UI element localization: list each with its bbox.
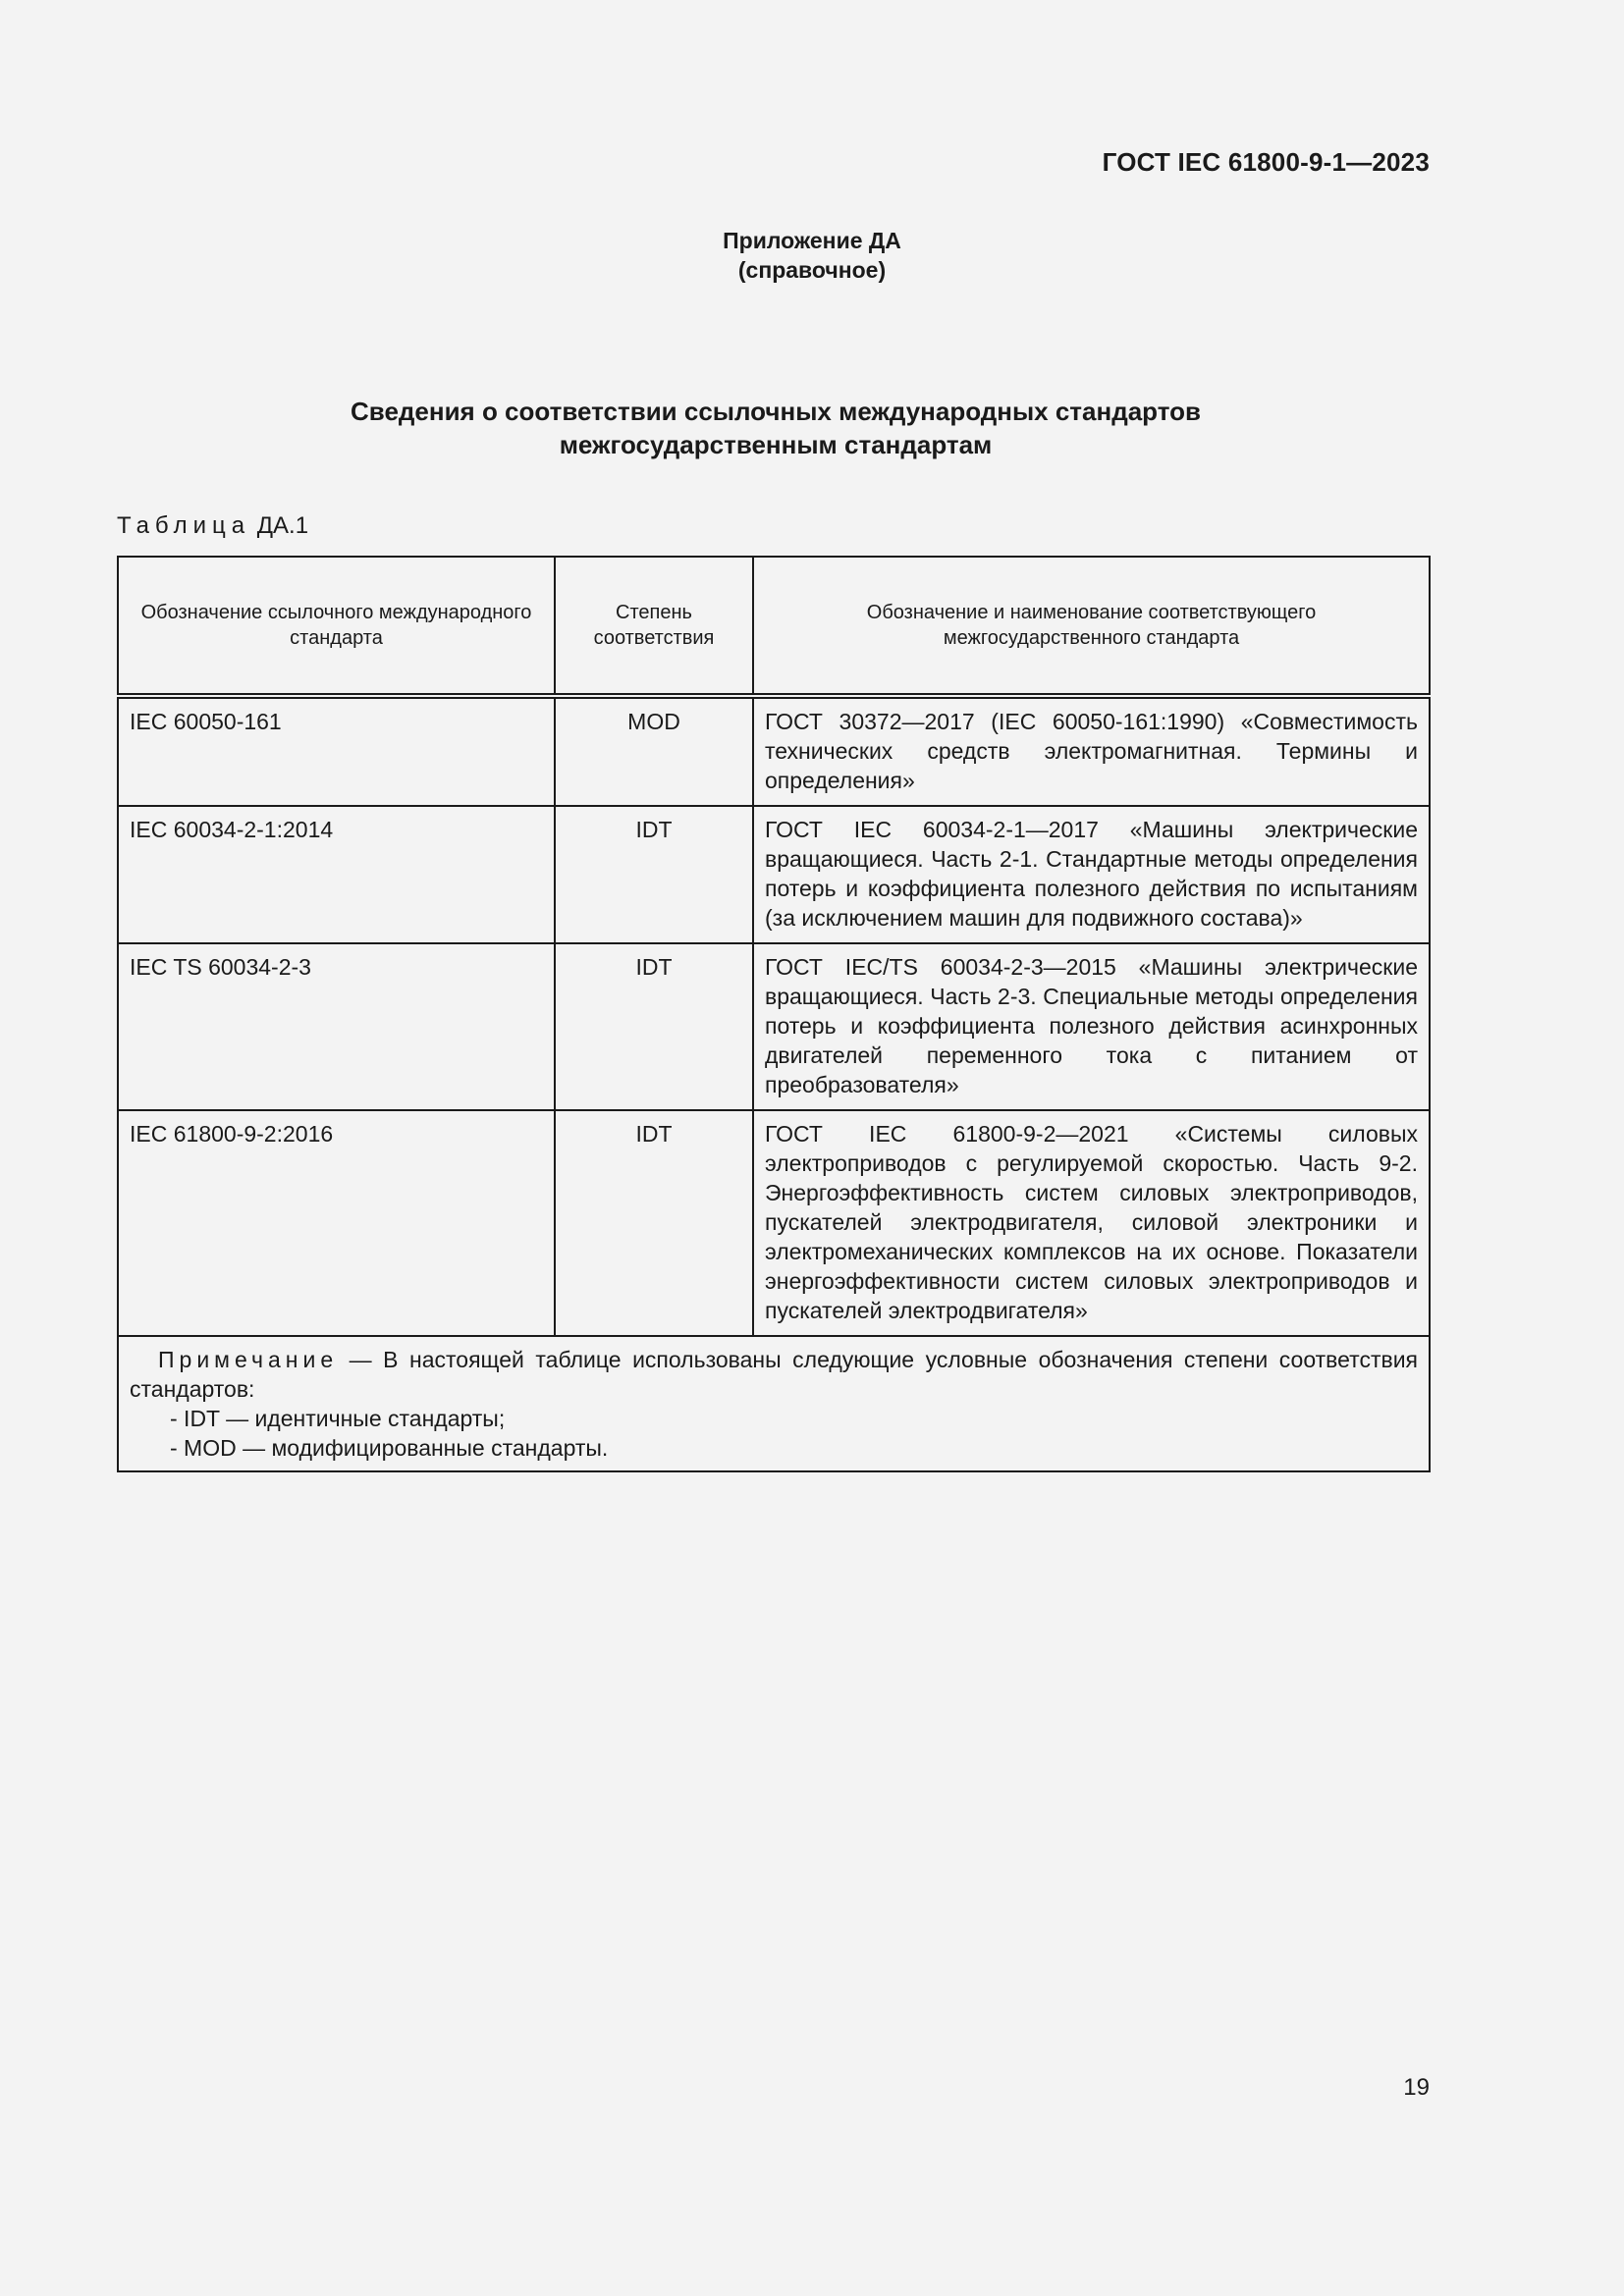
table-row <box>118 1110 1430 1336</box>
table-caption-label: Таблица <box>117 512 251 539</box>
note-item-mod: - MOD — модифицированные стандарты. <box>170 1435 609 1461</box>
section-heading-line1: Сведения о соответствии ссылочных международных стандартов <box>351 397 1201 426</box>
standards-table <box>117 556 1431 1472</box>
cell-national-standard: ГОСТ 30372—2017 (IEC 60050-161:1990) «Совместимость технических средств электромагнитная. Термины и определения» <box>753 696 1430 806</box>
header-intl-standard: Обозначение ссылочного международного стандарта <box>118 557 555 696</box>
appendix-title-block <box>0 226 1624 285</box>
note-label: Примечание <box>158 1347 339 1372</box>
table-row <box>118 696 1430 806</box>
table-note <box>118 1336 1430 1471</box>
cell-degree: IDT <box>555 943 753 1110</box>
note-item-idt: - IDT — идентичные стандарты; <box>170 1406 506 1431</box>
header-degree: Степень соответствия <box>555 557 753 696</box>
table-caption-id: ДА.1 <box>256 512 309 539</box>
cell-degree: IDT <box>555 1110 753 1336</box>
header-national-standard: Обозначение и наименование соответствующего межгосударственного стандарта <box>753 557 1430 696</box>
document-code: ГОСТ IEC 61800-9-1—2023 <box>1102 147 1430 177</box>
table-row <box>118 943 1430 1110</box>
cell-degree: IDT <box>555 806 753 943</box>
appendix-subtitle: (справочное) <box>737 257 887 283</box>
appendix-title: Приложение ДА <box>723 228 901 253</box>
table-note-row <box>118 1336 1430 1471</box>
cell-intl-standard: IEC TS 60034-2-3 <box>118 943 555 1110</box>
note-paragraph <box>130 1345 1418 1404</box>
table-header-row <box>118 557 1430 696</box>
cell-intl-standard: IEC 61800-9-2:2016 <box>118 1110 555 1336</box>
cell-degree: MOD <box>555 696 753 806</box>
cell-intl-standard: IEC 60034-2-1:2014 <box>118 806 555 943</box>
cell-intl-standard: IEC 60050-161 <box>118 696 555 806</box>
section-heading-line2: межгосударственным стандартам <box>559 430 993 459</box>
table-caption <box>117 512 308 540</box>
page-number: 19 <box>1403 2074 1430 2101</box>
section-heading <box>0 395 1551 461</box>
note-text: — В настоящей таблице использованы следующие условные обозначения степени соответствия стандартов: <box>130 1347 1418 1402</box>
table-row <box>118 806 1430 943</box>
cell-national-standard: ГОСТ IEC/TS 60034-2-3—2015 «Машины электрические вращающиеся. Часть 2-3. Специальные методы определения потерь и коэффициента полезного действия асинхронных двигателей переменного тока с питанием от преобразователя» <box>753 943 1430 1110</box>
cell-national-standard: ГОСТ IEC 61800-9-2—2021 «Системы силовых электроприводов с регулируемой скоростью. Часть 9-2. Энергоэффективность систем силовых электроприводов, пускателей электродвигателя, силовой электроники и электромеханических комплексов на их основе. Показатели энергоэффективности систем силовых электроприводов и пускателей электродвигателя» <box>753 1110 1430 1336</box>
cell-national-standard: ГОСТ IEC 60034-2-1—2017 «Машины электрические вращающиеся. Часть 2-1. Стандартные методы определения потерь и коэффициента полезного действия по испытаниям (за исключением машин для подвижного состава)» <box>753 806 1430 943</box>
